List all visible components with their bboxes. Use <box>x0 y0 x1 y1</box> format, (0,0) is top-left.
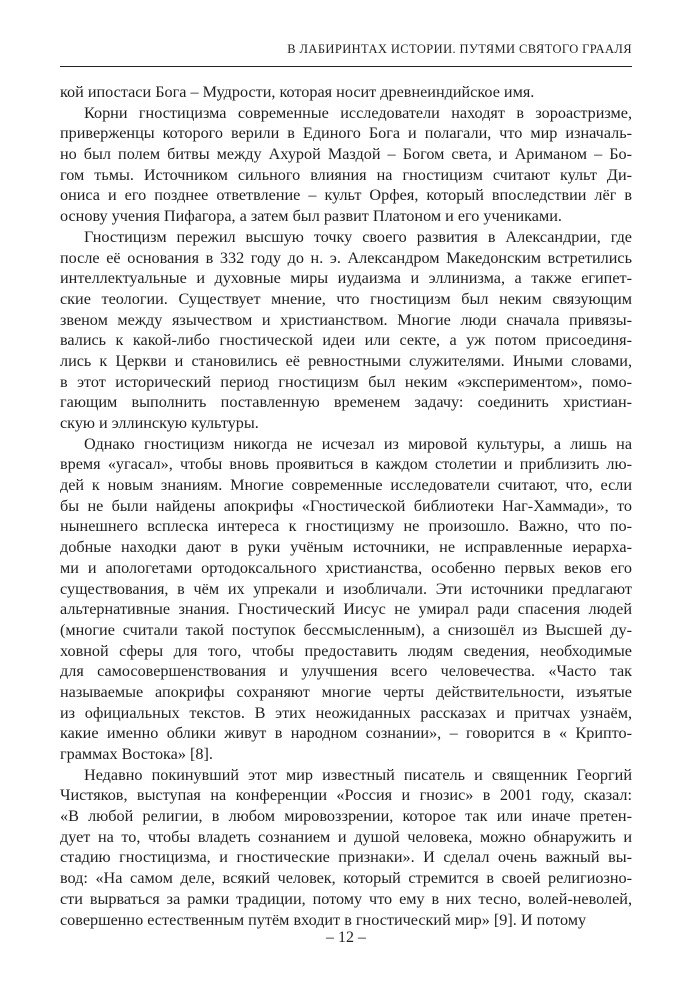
paragraph <box>60 103 632 227</box>
text-line: называемые апокрифы сохраняют многие черты действительности, изъятые <box>60 682 632 701</box>
paragraph <box>60 434 632 765</box>
text-line: но был полем битвы между Ахурой Маздой – Богом света, и Ариманом – Бо- <box>60 145 632 164</box>
text-line: бы не были найдены апокрифы «Гностической библиотеки Наг-Хаммади», то <box>60 496 632 515</box>
text-line: добные находки дают в руки учёным источники, не исправленные иерарха- <box>60 538 632 557</box>
text-line: из официальных текстов. В этих неожиданных рассказах и притчах узнаём, <box>60 703 632 722</box>
text-line: существования, в чём их упрекали и изобличали. Эти источники предлагают <box>60 579 632 598</box>
text-line: ховной сферы для того, чтобы предоставить людям сведения, необходимые <box>60 641 632 660</box>
text-line: Недавно покинувший этот мир известный писатель и священник Георгий <box>84 765 632 784</box>
text-line: альтернативные знания. Гностический Иисус не умирал ради спасения людей <box>60 600 632 619</box>
text-line: ониса и его позднее ответвление – культ Орфея, который впоследствии лёг в <box>60 186 632 205</box>
text-line: для самосовершенствования и улучшения всего человечества. «Часто так <box>60 662 632 681</box>
text-line: приверженцы которого верили в Единого Бога и полагали, что мир изначаль- <box>60 124 632 143</box>
text-line: гающим выполнить поставленную временем задачу: соединить христиан- <box>60 393 632 412</box>
text-line: какие именно облики живут в народном сознании», – говорится в « Крипто- <box>60 724 632 743</box>
text-line: совершенно естественным путём входит в гностический мир» [9]. И потому <box>60 910 587 929</box>
running-head: В ЛАБИРИНТАХ ИСТОРИИ. ПУТЯМИ СВЯТОГО ГРААЛЯ <box>287 42 632 56</box>
text-line: нынешнего всплеска интереса к гностицизму не произошло. Важно, что по- <box>60 517 632 536</box>
text-line: время «угасал», чтобы вновь проявиться в каждом столетии и приблизить лю- <box>60 455 632 474</box>
text-line: стадию гностицизма, и гностические признаки». И сделал очень важный вы- <box>60 848 632 867</box>
text-line: «В любой религии, в любом мировоззрении, которое так или иначе претен- <box>60 807 632 826</box>
text-line: Корни гностицизма современные исследователи находят в зороастризме, <box>84 103 632 122</box>
text-line: ские теологии. Существует мнение, что гностицизм был неким связующим <box>60 289 632 308</box>
text-line: лись к Церкви и становились её ревностными служителями. Иными словами, <box>60 351 632 370</box>
text-line: дует на то, чтобы владеть сознанием и душой человека, можно обнаружить и <box>60 827 632 846</box>
text-line: Однако гностицизм никогда не исчезал из мировой культуры, а лишь на <box>84 434 632 453</box>
text-line: основу учения Пифагора, а затем был развит Платоном и его учениками. <box>60 207 562 226</box>
text-line: вод: «На самом деле, всякий человек, который стремится в своей религиозно- <box>60 869 632 888</box>
text-line: дей к новым знаниям. Многие современные исследователи считают, что, если <box>60 476 632 495</box>
text-line: (многие считали такой поступок бессмысленным), а снизошёл из Высшей ду- <box>60 620 632 639</box>
text-line: скую и эллинскую культуры. <box>60 414 259 432</box>
text-line: в этот исторический период гностицизм был неким «экспериментом», помо- <box>60 372 632 391</box>
paragraph <box>60 765 632 931</box>
body-text <box>60 82 632 930</box>
paragraph <box>60 82 632 103</box>
text-line: звеном между язычеством и христианством. Многие люди сначала привязы- <box>60 310 632 329</box>
text-line: Чистяков, выступая на конференции «Россия и гнозис» в 2001 году, сказал: <box>60 786 632 805</box>
paragraph <box>60 227 632 434</box>
text-line: граммах Востока» [8]. <box>60 745 213 763</box>
page-number: – 12 – <box>326 929 366 946</box>
text-line: сти вырваться за рамки традиции, потому что ему в них тесно, волей-неволей, <box>60 889 632 908</box>
header-rule <box>60 66 632 67</box>
text-line: после её основания в 332 году до н. э. Александром Македонским встретились <box>60 248 632 267</box>
text-line: кой ипостаси Бога – Мудрости, которая носит древнеиндийское имя. <box>60 83 535 101</box>
text-line: ми и апологетами ортодоксального христианства, особенно первых веков его <box>60 558 632 577</box>
text-line: гом тьмы. Источником сильного влияния на гностицизм считают культ Ди- <box>60 165 632 184</box>
text-line: интеллектуальные и духовные миры иудаизма и эллинизма, а также египет- <box>60 269 632 288</box>
text-line: вались к какой-либо гностической идеи или секте, а уж потом присоединя- <box>60 331 632 350</box>
text-line: Гностицизм пережил высшую точку своего развития в Александрии, где <box>84 227 632 246</box>
